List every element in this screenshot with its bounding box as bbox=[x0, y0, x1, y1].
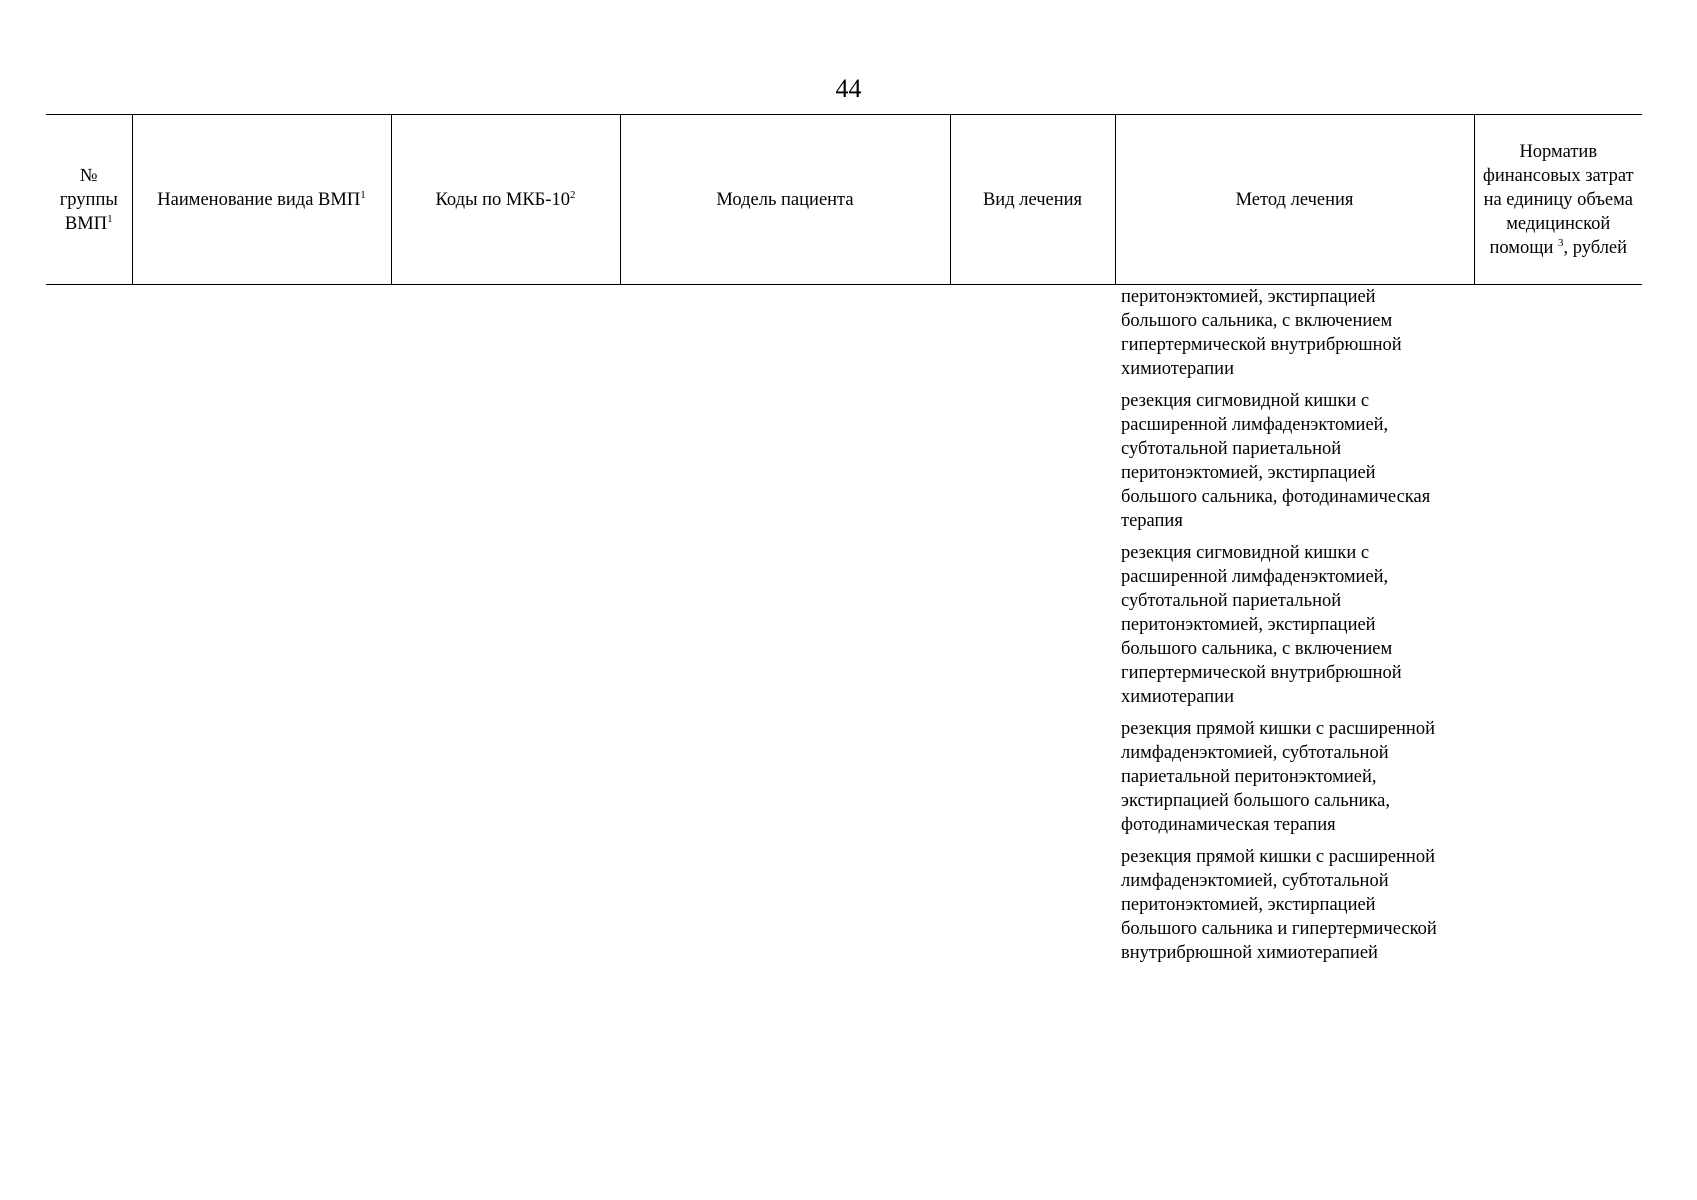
treatment-method-list bbox=[1115, 285, 1474, 965]
header-group-number bbox=[46, 115, 132, 285]
header-cost-norm-footnote: 3 bbox=[1557, 236, 1564, 249]
header-vmp-name-label: Наименование вида ВМП bbox=[157, 189, 361, 210]
list-item: резекция прямой кишки с расширенной лимфаденэктомией, субтотальной париетальной перитонэктомией, экстирпацией большого сальника, фотодинамическая терапия bbox=[1121, 719, 1435, 835]
table-row bbox=[46, 285, 1642, 974]
header-icd-codes-footnote: 2 bbox=[569, 188, 576, 201]
header-vmp-name-footnote: 1 bbox=[360, 188, 366, 201]
header-treatment-method-label: Метод лечения bbox=[1235, 189, 1354, 210]
list-item: резекция сигмовидной кишки с расширенной лимфаденэктомией, субтотальной париетальной перитонэктомией, экстирпацией большого сальника, с включением гипертермической внутрибрюшной химиотерапии bbox=[1121, 543, 1402, 707]
table-header-row bbox=[46, 115, 1642, 285]
header-icd-codes bbox=[391, 115, 620, 285]
header-patient-model-label: Модель пациента bbox=[716, 189, 854, 210]
header-treatment-type-label: Вид лечения bbox=[982, 189, 1083, 210]
header-group-number-footnote: 1 bbox=[107, 212, 113, 225]
list-item: резекция прямой кишки с расширенной лимфаденэктомией, субтотальной перитонэктомией, экстирпацией большого сальника и гипертермической внутрибрюшной химиотерапией bbox=[1121, 847, 1437, 963]
header-icd-codes-label: Коды по МКБ-10 bbox=[435, 189, 570, 210]
list-item: перитонэктомией, экстирпацией большого сальника, с включением гипертермической внутрибрюшной химиотерапии bbox=[1121, 287, 1402, 379]
header-treatment-method bbox=[1115, 115, 1474, 285]
header-group-number-label: № группы ВМП bbox=[59, 165, 118, 234]
vmp-table-container bbox=[46, 114, 1642, 973]
header-cost-norm bbox=[1474, 115, 1642, 285]
cell-treatment-type bbox=[950, 285, 1115, 974]
header-cost-norm-unit: , рублей bbox=[1563, 237, 1628, 258]
cell-group-number bbox=[46, 285, 132, 974]
cell-patient-model bbox=[620, 285, 950, 974]
header-treatment-type bbox=[950, 115, 1115, 285]
header-patient-model bbox=[620, 115, 950, 285]
cell-vmp-name bbox=[132, 285, 391, 974]
header-cost-norm-label: Норматив финансовых затрат на единицу объема медицинской помощи bbox=[1482, 141, 1634, 258]
page-number: 44 bbox=[835, 74, 862, 103]
cell-treatment-method bbox=[1115, 285, 1474, 974]
header-vmp-name bbox=[132, 115, 391, 285]
list-item: резекция сигмовидной кишки с расширенной лимфаденэктомией, субтотальной париетальной перитонэктомией, экстирпацией большого сальника, фотодинамическая терапия bbox=[1121, 391, 1431, 531]
cell-cost-norm bbox=[1474, 285, 1642, 974]
cell-icd-codes bbox=[391, 285, 620, 974]
vmp-table bbox=[46, 114, 1642, 973]
